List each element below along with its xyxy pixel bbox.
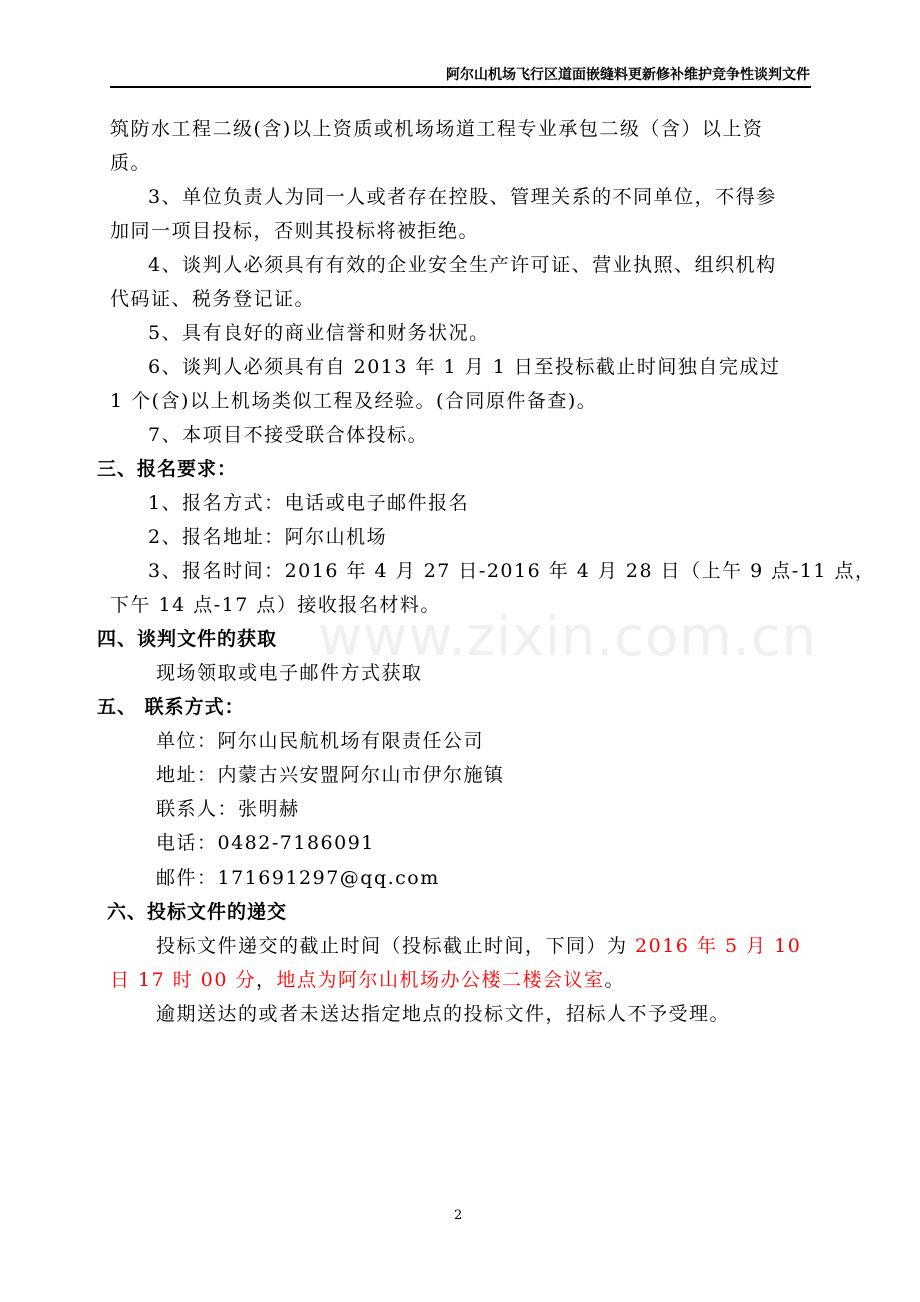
item-7: 7、本项目不接受联合体投标。 <box>148 424 429 446</box>
header-rule <box>110 86 811 88</box>
item-5: 5、具有良好的商业信誉和财务状况。 <box>148 322 490 344</box>
deadline-prefix: 投标文件递交的截止时间（投标截止时间，下同）为 <box>156 935 636 957</box>
registration-address: 2、报名地址：阿尔山机场 <box>148 526 388 548</box>
watermark: www.zixin.com.cn <box>318 605 817 668</box>
item-3-line-1: 3、单位负责人为同一人或者存在控股、管理关系的不同单位，不得参 <box>148 186 777 208</box>
contact-phone: 电话：0482-7186091 <box>156 832 375 854</box>
page-number: 2 <box>454 1208 463 1223</box>
submission-location: 地点为阿尔山机场办公楼二楼会议室 <box>276 969 605 991</box>
item-6-line-2: 1 个(含)以上机场类似工程及经验。(合同原件备查)。 <box>110 390 598 412</box>
qualification-line-2: 质。 <box>110 152 152 174</box>
contact-address: 地址：内蒙古兴安盟阿尔山市伊尔施镇 <box>156 764 505 786</box>
deadline-date-start: 2016 年 5 月 10 <box>635 935 802 957</box>
qualification-line-1: 筑防水工程二级(含)以上资质或机场场道工程专业承包二级（含）以上资 <box>110 118 764 140</box>
document-acquisition: 现场领取或电子邮件方式获取 <box>156 662 423 684</box>
section-5-heading: 五、 联系方式： <box>97 696 245 718</box>
item-4-line-2: 代码证、税务登记证。 <box>110 288 316 310</box>
late-submission-notice: 逾期送达的或者未送达指定地点的投标文件，招标人不予受理。 <box>156 1003 731 1025</box>
contact-unit: 单位：阿尔山民航机场有限责任公司 <box>156 730 485 752</box>
contact-email: 邮件：171691297@qq.com <box>156 867 440 889</box>
registration-time-line-2: 下午 14 点-17 点）接收报名材料。 <box>110 594 441 616</box>
registration-time-line-1: 3、报名时间：2016 年 4 月 27 日-2016 年 4 月 28 日（上午 9 点-11 点， <box>148 560 876 582</box>
item-6-line-1: 6、谈判人必须具有自 2013 年 1 月 1 日至投标截止时间独自完成过 <box>148 356 781 378</box>
section-3-heading: 三、报名要求： <box>97 458 238 480</box>
item-4-line-1: 4、谈判人必须具有有效的企业安全生产许可证、营业执照、组织机构 <box>148 254 777 276</box>
registration-method: 1、报名方式：电话或电子邮件报名 <box>148 492 470 514</box>
section-6-heading: 六、投标文件的递交 <box>107 901 288 923</box>
header-title: 阿尔山机场飞行区道面嵌缝料更新修补维护竞争性谈判文件 <box>446 67 810 83</box>
item-3-line-2: 加同一项目投标，否则其投标将被拒绝。 <box>110 220 480 242</box>
section-4-heading: 四、谈判文件的获取 <box>97 628 278 650</box>
contact-person: 联系人：张明赫 <box>156 798 300 820</box>
deadline-period: 。 <box>604 969 626 991</box>
deadline-line-1 <box>156 934 801 958</box>
deadline-line-2 <box>110 968 625 992</box>
deadline-comma: ， <box>256 969 277 991</box>
deadline-date-end: 日 17 时 00 分 <box>110 969 257 991</box>
